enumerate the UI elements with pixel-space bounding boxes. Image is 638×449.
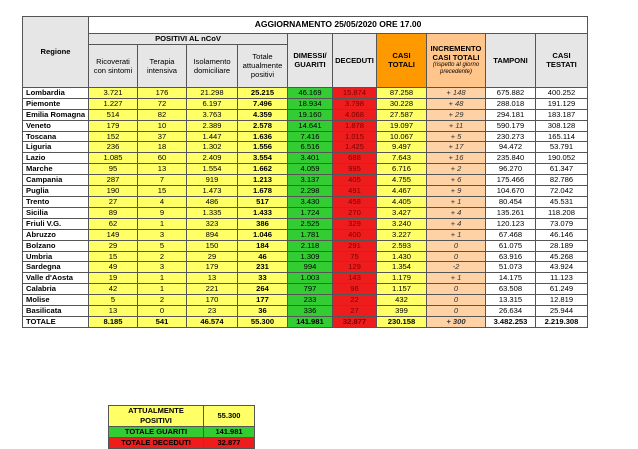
cell-regione: Molise bbox=[23, 295, 89, 306]
table-body bbox=[23, 87, 588, 327]
cell-ricoverati: 29 bbox=[89, 240, 138, 251]
cell-ricoverati: 62 bbox=[89, 218, 138, 229]
cell-incremento: + 48 bbox=[427, 98, 486, 109]
cell-dimessi: 2.298 bbox=[288, 186, 333, 197]
cell-totale-positivi: 25.215 bbox=[238, 87, 288, 98]
cell-totale-positivi: 1.636 bbox=[238, 131, 288, 142]
cell-terapia: 72 bbox=[138, 98, 187, 109]
cell-ricoverati: 236 bbox=[89, 142, 138, 153]
cell-deceduti: 400 bbox=[333, 229, 377, 240]
cell-isolamento: 894 bbox=[187, 229, 238, 240]
cell-casi-totali: 1.430 bbox=[377, 251, 427, 262]
cell-regione: Abruzzo bbox=[23, 229, 89, 240]
cell-regione: TOTALE bbox=[23, 316, 89, 327]
cell-dimessi: 14.641 bbox=[288, 120, 333, 131]
cell-totale-positivi: 2.578 bbox=[238, 120, 288, 131]
cell-regione: Umbria bbox=[23, 251, 89, 262]
cell-incremento: + 29 bbox=[427, 109, 486, 120]
cell-deceduti: 75 bbox=[333, 251, 377, 262]
cell-totale-positivi: 55.300 bbox=[238, 316, 288, 327]
cell-terapia: 37 bbox=[138, 131, 187, 142]
cell-regione: Veneto bbox=[23, 120, 89, 131]
cell-casi-testati: 12.819 bbox=[536, 295, 588, 306]
cell-regione: Sardegna bbox=[23, 262, 89, 273]
cell-deceduti: 3.798 bbox=[333, 98, 377, 109]
cell-isolamento: 179 bbox=[187, 262, 238, 273]
cell-regione: Calabria bbox=[23, 284, 89, 295]
cell-isolamento: 13 bbox=[187, 273, 238, 284]
cell-casi-testati: 183.187 bbox=[536, 109, 588, 120]
cell-dimessi: 336 bbox=[288, 306, 333, 317]
cell-terapia: 1 bbox=[138, 284, 187, 295]
col-header-totale-positivi: Totale attualmente positivi bbox=[238, 44, 288, 87]
cell-terapia: 2 bbox=[138, 295, 187, 306]
cell-deceduti: 458 bbox=[333, 196, 377, 207]
cell-regione: Trento bbox=[23, 196, 89, 207]
legend-label: TOTALE GUARITI bbox=[109, 427, 204, 438]
cell-casi-totali: 27.587 bbox=[377, 109, 427, 120]
cell-totale-positivi: 177 bbox=[238, 295, 288, 306]
table-row bbox=[23, 251, 588, 262]
cell-ricoverati: 15 bbox=[89, 251, 138, 262]
cell-terapia: 4 bbox=[138, 196, 187, 207]
cell-tamponi: 235.840 bbox=[486, 153, 536, 164]
cell-incremento: + 1 bbox=[427, 196, 486, 207]
cell-regione: Toscana bbox=[23, 131, 89, 142]
cell-isolamento: 323 bbox=[187, 218, 238, 229]
cell-isolamento: 221 bbox=[187, 284, 238, 295]
cell-tamponi: 63.508 bbox=[486, 284, 536, 295]
table-row bbox=[23, 196, 588, 207]
cell-isolamento: 1.554 bbox=[187, 164, 238, 175]
cell-totale-positivi: 231 bbox=[238, 262, 288, 273]
cell-totale-positivi: 1.213 bbox=[238, 175, 288, 186]
table-row bbox=[23, 120, 588, 131]
cell-casi-totali: 4.755 bbox=[377, 175, 427, 186]
col-header-isolamento: Isolamento domiciliare bbox=[187, 44, 238, 87]
group-header-positivi: POSITIVI AL nCoV bbox=[89, 34, 288, 45]
cell-totale-positivi: 36 bbox=[238, 306, 288, 317]
cell-isolamento: 46.574 bbox=[187, 316, 238, 327]
incremento-note: (rispetto al giorno precedente) bbox=[432, 62, 480, 76]
cell-tamponi: 104.670 bbox=[486, 186, 536, 197]
cell-terapia: 60 bbox=[138, 153, 187, 164]
cell-ricoverati: 89 bbox=[89, 207, 138, 218]
cell-tamponi: 175.466 bbox=[486, 175, 536, 186]
cell-incremento: + 300 bbox=[427, 316, 486, 327]
cell-casi-testati: 25.944 bbox=[536, 306, 588, 317]
cell-casi-totali: 4.405 bbox=[377, 196, 427, 207]
cell-deceduti: 15.874 bbox=[333, 87, 377, 98]
cell-casi-testati: 61.347 bbox=[536, 164, 588, 175]
cell-casi-testati: 43.924 bbox=[536, 262, 588, 273]
cell-dimessi: 19.160 bbox=[288, 109, 333, 120]
cell-dimessi: 2.118 bbox=[288, 240, 333, 251]
cell-casi-testati: 28.189 bbox=[536, 240, 588, 251]
cell-dimessi: 6.516 bbox=[288, 142, 333, 153]
cell-tamponi: 135.261 bbox=[486, 207, 536, 218]
cell-incremento: 0 bbox=[427, 306, 486, 317]
cell-deceduti: 32.877 bbox=[333, 316, 377, 327]
cell-regione: Friuli V.G. bbox=[23, 218, 89, 229]
cell-deceduti: 1.878 bbox=[333, 120, 377, 131]
table-row bbox=[23, 153, 588, 164]
cell-deceduti: 291 bbox=[333, 240, 377, 251]
cell-casi-testati: 61.249 bbox=[536, 284, 588, 295]
incremento-label: INCREMENTO CASI TOTALI bbox=[430, 44, 482, 63]
cell-casi-testati: 45.268 bbox=[536, 251, 588, 262]
cell-casi-totali: 3.240 bbox=[377, 218, 427, 229]
cell-casi-testati: 2.219.308 bbox=[536, 316, 588, 327]
cell-dimessi: 797 bbox=[288, 284, 333, 295]
cell-totale-positivi: 46 bbox=[238, 251, 288, 262]
cell-isolamento: 170 bbox=[187, 295, 238, 306]
cell-casi-totali: 1.179 bbox=[377, 273, 427, 284]
cell-tamponi: 96.270 bbox=[486, 164, 536, 175]
update-banner: AGGIORNAMENTO 25/05/2020 ORE 17.00 bbox=[89, 17, 588, 34]
cell-casi-totali: 9.497 bbox=[377, 142, 427, 153]
cell-incremento: + 5 bbox=[427, 131, 486, 142]
cell-dimessi: 3.137 bbox=[288, 175, 333, 186]
table-row bbox=[23, 207, 588, 218]
cell-terapia: 18 bbox=[138, 142, 187, 153]
cell-incremento: + 2 bbox=[427, 164, 486, 175]
cell-terapia: 3 bbox=[138, 229, 187, 240]
cell-isolamento: 21.298 bbox=[187, 87, 238, 98]
legend-value: 32.877 bbox=[204, 438, 255, 449]
cell-deceduti: 129 bbox=[333, 262, 377, 273]
cell-casi-totali: 6.716 bbox=[377, 164, 427, 175]
cell-dimessi: 7.416 bbox=[288, 131, 333, 142]
cell-isolamento: 2.389 bbox=[187, 120, 238, 131]
table-row bbox=[23, 164, 588, 175]
cell-isolamento: 3.763 bbox=[187, 109, 238, 120]
cell-dimessi: 994 bbox=[288, 262, 333, 273]
col-header-terapia: Terapia intensiva bbox=[138, 44, 187, 87]
cell-terapia: 3 bbox=[138, 262, 187, 273]
legend-row bbox=[109, 427, 255, 438]
cell-dimessi: 1.309 bbox=[288, 251, 333, 262]
cell-regione: Lombardia bbox=[23, 87, 89, 98]
cell-terapia: 13 bbox=[138, 164, 187, 175]
cell-casi-totali: 1.157 bbox=[377, 284, 427, 295]
cell-tamponi: 590.179 bbox=[486, 120, 536, 131]
cell-dimessi: 3.430 bbox=[288, 196, 333, 207]
cell-ricoverati: 27 bbox=[89, 196, 138, 207]
cell-incremento: 0 bbox=[427, 284, 486, 295]
legend-label: ATTUALMENTE POSITIVI bbox=[109, 406, 204, 427]
cell-ricoverati: 49 bbox=[89, 262, 138, 273]
cell-dimessi: 18.934 bbox=[288, 98, 333, 109]
cell-incremento: + 6 bbox=[427, 175, 486, 186]
cell-casi-totali: 10.067 bbox=[377, 131, 427, 142]
cell-ricoverati: 149 bbox=[89, 229, 138, 240]
cell-regione: Lazio bbox=[23, 153, 89, 164]
cell-terapia: 1 bbox=[138, 273, 187, 284]
cell-casi-totali: 230.158 bbox=[377, 316, 427, 327]
cell-isolamento: 6.197 bbox=[187, 98, 238, 109]
col-header-casi-testati: CASI TESTATI bbox=[536, 34, 588, 88]
legend-row bbox=[109, 406, 255, 427]
cell-regione: Emilia Romagna bbox=[23, 109, 89, 120]
cell-tamponi: 80.454 bbox=[486, 196, 536, 207]
cell-casi-totali: 7.643 bbox=[377, 153, 427, 164]
cell-casi-testati: 73.079 bbox=[536, 218, 588, 229]
legend-value: 141.981 bbox=[204, 427, 255, 438]
legend-label: TOTALE DECEDUTI bbox=[109, 438, 204, 449]
cell-incremento: 0 bbox=[427, 295, 486, 306]
covid-report bbox=[22, 16, 588, 447]
cell-casi-totali: 399 bbox=[377, 306, 427, 317]
cell-casi-testati: 82.786 bbox=[536, 175, 588, 186]
cell-tamponi: 26.634 bbox=[486, 306, 536, 317]
cell-ricoverati: 8.185 bbox=[89, 316, 138, 327]
table-row bbox=[23, 284, 588, 295]
table-row bbox=[23, 109, 588, 120]
cell-ricoverati: 287 bbox=[89, 175, 138, 186]
cell-tamponi: 61.075 bbox=[486, 240, 536, 251]
cell-casi-testati: 11.123 bbox=[536, 273, 588, 284]
table-row bbox=[23, 262, 588, 273]
cell-incremento: 0 bbox=[427, 251, 486, 262]
cell-casi-testati: 72.042 bbox=[536, 186, 588, 197]
cell-regione: Basilicata bbox=[23, 306, 89, 317]
table-row bbox=[23, 218, 588, 229]
cell-casi-testati: 165.114 bbox=[536, 131, 588, 142]
table-row bbox=[23, 186, 588, 197]
cell-incremento: + 4 bbox=[427, 207, 486, 218]
table-row bbox=[23, 295, 588, 306]
cell-tamponi: 13.315 bbox=[486, 295, 536, 306]
cell-tamponi: 3.482.253 bbox=[486, 316, 536, 327]
cell-tamponi: 288.018 bbox=[486, 98, 536, 109]
cell-totale-positivi: 1.662 bbox=[238, 164, 288, 175]
cell-tamponi: 294.181 bbox=[486, 109, 536, 120]
cell-tamponi: 675.882 bbox=[486, 87, 536, 98]
cell-incremento: + 9 bbox=[427, 186, 486, 197]
cell-isolamento: 1.335 bbox=[187, 207, 238, 218]
cell-dimessi: 4.059 bbox=[288, 164, 333, 175]
cell-ricoverati: 42 bbox=[89, 284, 138, 295]
cell-isolamento: 29 bbox=[187, 251, 238, 262]
table-row bbox=[23, 273, 588, 284]
cell-terapia: 176 bbox=[138, 87, 187, 98]
cell-deceduti: 96 bbox=[333, 284, 377, 295]
cell-incremento: + 1 bbox=[427, 229, 486, 240]
table-row bbox=[23, 175, 588, 186]
cell-regione: Valle d'Aosta bbox=[23, 273, 89, 284]
cell-casi-totali: 19.097 bbox=[377, 120, 427, 131]
cell-totale-positivi: 7.496 bbox=[238, 98, 288, 109]
cell-deceduti: 270 bbox=[333, 207, 377, 218]
cell-isolamento: 1.473 bbox=[187, 186, 238, 197]
cell-dimessi: 2.525 bbox=[288, 218, 333, 229]
cell-casi-testati: 400.252 bbox=[536, 87, 588, 98]
cell-totale-positivi: 386 bbox=[238, 218, 288, 229]
cell-dimessi: 1.003 bbox=[288, 273, 333, 284]
cell-ricoverati: 179 bbox=[89, 120, 138, 131]
cell-terapia: 541 bbox=[138, 316, 187, 327]
summary-legend bbox=[108, 405, 255, 449]
cell-regione: Piemonte bbox=[23, 98, 89, 109]
cell-ricoverati: 13 bbox=[89, 306, 138, 317]
cell-deceduti: 1.015 bbox=[333, 131, 377, 142]
table-row bbox=[23, 131, 588, 142]
cell-terapia: 82 bbox=[138, 109, 187, 120]
col-header-deceduti: DECEDUTI bbox=[333, 34, 377, 88]
legend-value: 55.300 bbox=[204, 406, 255, 427]
cell-tamponi: 230.273 bbox=[486, 131, 536, 142]
cell-totale-positivi: 517 bbox=[238, 196, 288, 207]
totale-row bbox=[23, 316, 588, 327]
cell-terapia: 15 bbox=[138, 186, 187, 197]
cell-regione: Bolzano bbox=[23, 240, 89, 251]
bulletin-table bbox=[22, 16, 588, 328]
cell-terapia: 1 bbox=[138, 218, 187, 229]
cell-terapia: 2 bbox=[138, 251, 187, 262]
cell-casi-totali: 3.427 bbox=[377, 207, 427, 218]
cell-terapia: 7 bbox=[138, 175, 187, 186]
table-row bbox=[23, 142, 588, 153]
cell-deceduti: 27 bbox=[333, 306, 377, 317]
cell-totale-positivi: 1.046 bbox=[238, 229, 288, 240]
cell-deceduti: 1.425 bbox=[333, 142, 377, 153]
cell-dimessi: 141.981 bbox=[288, 316, 333, 327]
cell-casi-totali: 87.258 bbox=[377, 87, 427, 98]
cell-totale-positivi: 264 bbox=[238, 284, 288, 295]
cell-casi-totali: 3.227 bbox=[377, 229, 427, 240]
cell-totale-positivi: 1.556 bbox=[238, 142, 288, 153]
cell-casi-totali: 30.228 bbox=[377, 98, 427, 109]
cell-terapia: 9 bbox=[138, 207, 187, 218]
cell-totale-positivi: 1.433 bbox=[238, 207, 288, 218]
cell-ricoverati: 1.085 bbox=[89, 153, 138, 164]
cell-ricoverati: 514 bbox=[89, 109, 138, 120]
cell-isolamento: 1.302 bbox=[187, 142, 238, 153]
cell-ricoverati: 19 bbox=[89, 273, 138, 284]
cell-totale-positivi: 3.554 bbox=[238, 153, 288, 164]
cell-casi-testati: 53.791 bbox=[536, 142, 588, 153]
cell-deceduti: 4.068 bbox=[333, 109, 377, 120]
table-row bbox=[23, 98, 588, 109]
cell-casi-testati: 191.129 bbox=[536, 98, 588, 109]
cell-tamponi: 120.123 bbox=[486, 218, 536, 229]
cell-deceduti: 491 bbox=[333, 186, 377, 197]
cell-isolamento: 2.409 bbox=[187, 153, 238, 164]
legend-row bbox=[109, 438, 255, 449]
cell-incremento: + 4 bbox=[427, 218, 486, 229]
cell-ricoverati: 95 bbox=[89, 164, 138, 175]
cell-totale-positivi: 184 bbox=[238, 240, 288, 251]
cell-casi-totali: 432 bbox=[377, 295, 427, 306]
cell-casi-testati: 45.531 bbox=[536, 196, 588, 207]
cell-totale-positivi: 1.678 bbox=[238, 186, 288, 197]
cell-isolamento: 919 bbox=[187, 175, 238, 186]
cell-incremento: 0 bbox=[427, 240, 486, 251]
col-header-ricoverati: Ricoverati con sintomi bbox=[89, 44, 138, 87]
cell-deceduti: 329 bbox=[333, 218, 377, 229]
cell-isolamento: 150 bbox=[187, 240, 238, 251]
table-row bbox=[23, 229, 588, 240]
cell-casi-testati: 190.052 bbox=[536, 153, 588, 164]
cell-deceduti: 405 bbox=[333, 175, 377, 186]
cell-regione: Campania bbox=[23, 175, 89, 186]
cell-dimessi: 3.401 bbox=[288, 153, 333, 164]
cell-incremento: + 11 bbox=[427, 120, 486, 131]
cell-deceduti: 143 bbox=[333, 273, 377, 284]
cell-casi-totali: 1.354 bbox=[377, 262, 427, 273]
col-header-tamponi: TAMPONI bbox=[486, 34, 536, 88]
cell-deceduti: 995 bbox=[333, 164, 377, 175]
cell-incremento: + 1 bbox=[427, 273, 486, 284]
col-header-dimessi: DIMESSI/ GUARITI bbox=[288, 34, 333, 88]
cell-regione: Liguria bbox=[23, 142, 89, 153]
cell-terapia: 10 bbox=[138, 120, 187, 131]
col-header-regione: Regione bbox=[23, 17, 89, 88]
cell-incremento: + 16 bbox=[427, 153, 486, 164]
table-row bbox=[23, 306, 588, 317]
col-header-incremento bbox=[427, 34, 486, 88]
cell-totale-positivi: 33 bbox=[238, 273, 288, 284]
cell-casi-testati: 308.128 bbox=[536, 120, 588, 131]
cell-tamponi: 14.175 bbox=[486, 273, 536, 284]
cell-tamponi: 94.472 bbox=[486, 142, 536, 153]
cell-regione: Puglia bbox=[23, 186, 89, 197]
cell-incremento: + 148 bbox=[427, 87, 486, 98]
cell-tamponi: 51.073 bbox=[486, 262, 536, 273]
cell-terapia: 0 bbox=[138, 306, 187, 317]
cell-dimessi: 1.724 bbox=[288, 207, 333, 218]
cell-ricoverati: 1.227 bbox=[89, 98, 138, 109]
cell-ricoverati: 190 bbox=[89, 186, 138, 197]
cell-casi-testati: 46.146 bbox=[536, 229, 588, 240]
cell-isolamento: 1.447 bbox=[187, 131, 238, 142]
cell-casi-testati: 118.208 bbox=[536, 207, 588, 218]
cell-ricoverati: 5 bbox=[89, 295, 138, 306]
col-header-casi-totali: CASI TOTALI bbox=[377, 34, 427, 88]
cell-ricoverati: 3.721 bbox=[89, 87, 138, 98]
cell-ricoverati: 152 bbox=[89, 131, 138, 142]
cell-tamponi: 63.916 bbox=[486, 251, 536, 262]
cell-terapia: 5 bbox=[138, 240, 187, 251]
cell-tamponi: 67.468 bbox=[486, 229, 536, 240]
cell-isolamento: 486 bbox=[187, 196, 238, 207]
cell-deceduti: 688 bbox=[333, 153, 377, 164]
cell-dimessi: 46.169 bbox=[288, 87, 333, 98]
cell-dimessi: 233 bbox=[288, 295, 333, 306]
cell-isolamento: 23 bbox=[187, 306, 238, 317]
cell-regione: Sicilia bbox=[23, 207, 89, 218]
table-row bbox=[23, 240, 588, 251]
cell-totale-positivi: 4.359 bbox=[238, 109, 288, 120]
table-row bbox=[23, 87, 588, 98]
cell-casi-totali: 4.467 bbox=[377, 186, 427, 197]
cell-regione: Marche bbox=[23, 164, 89, 175]
cell-incremento: -2 bbox=[427, 262, 486, 273]
cell-incremento: + 17 bbox=[427, 142, 486, 153]
cell-deceduti: 22 bbox=[333, 295, 377, 306]
cell-dimessi: 1.781 bbox=[288, 229, 333, 240]
cell-casi-totali: 2.593 bbox=[377, 240, 427, 251]
